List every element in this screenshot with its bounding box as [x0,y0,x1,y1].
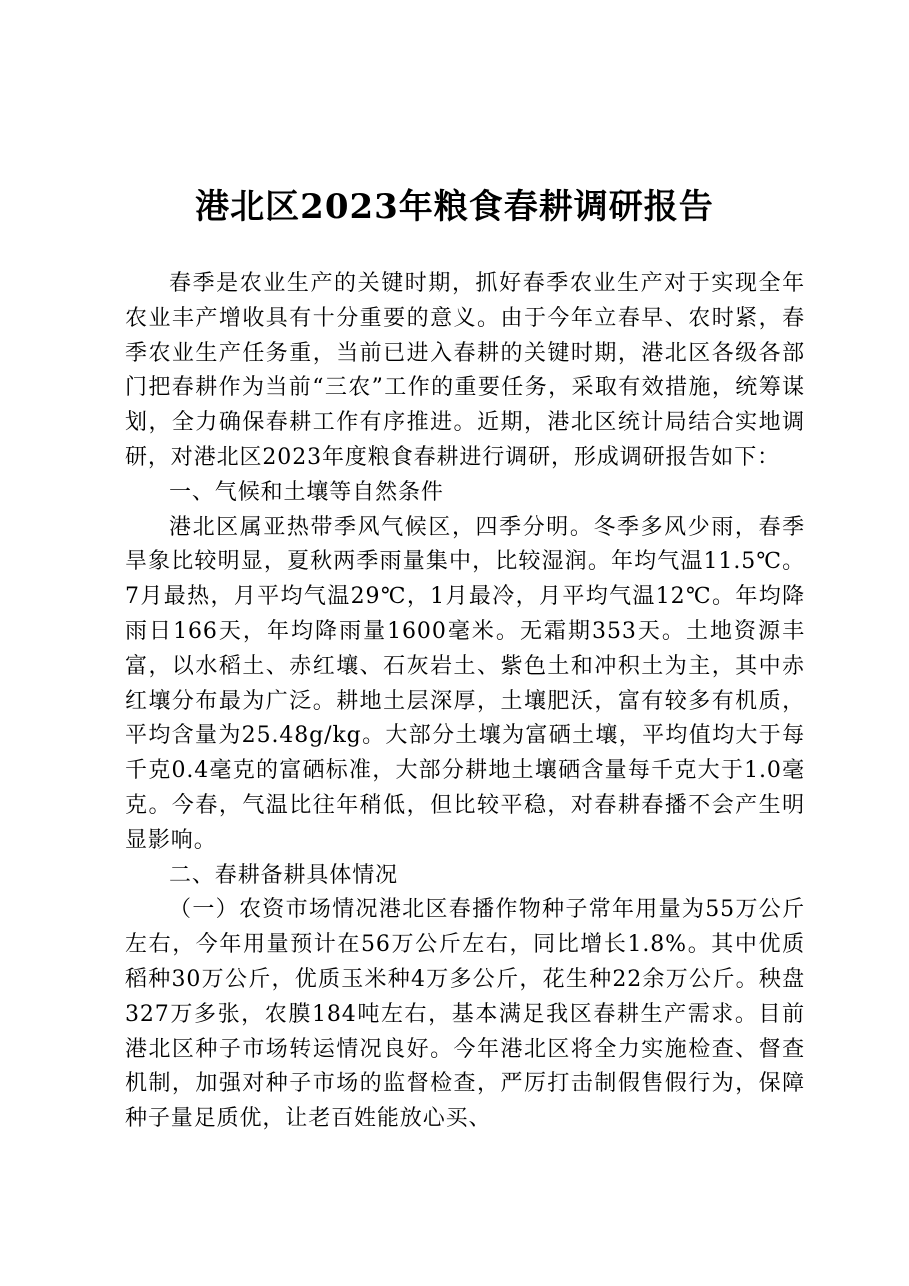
section-heading-1: 一、气候和土壤等自然条件 [169,479,444,505]
page-title: 港北区2023年粮食春耕调研报告 [195,186,714,227]
document-body [125,267,805,1137]
climate-paragraph: 港北区属亚热带季风气候区，四季分明。冬季多风少雨，春季旱象比较明显，夏秋两季雨量集中，比较湿润。年均气温11.5℃。7月最热，月平均气温29℃，1月最冷，月平均气温12℃。年均降雨日166天，年均降雨量1600毫米。无霜期353天。土地资源丰富，以水稻土、赤红壤、石灰岩土、紫色土和冲积土为主，其中赤红壤分布最为广泛。耕地土层深厚，土壤肥沃，富有较多有机质，平均含量为25.48g/kg。大部分土壤为富硒土壤，平均值均大于每千克0.4毫克的富硒标准，大部分耕地土壤硒含量每千克大于1.0毫克。今春，气温比往年稍低，但比较平稳，对春耕春播不会产生明显影响。 [125,514,805,853]
market-paragraph: （一）农资市场情况港北区春播作物种子常年用量为55万公斤左右，今年用量预计在56万公斤左右，同比增长1.8%。其中优质稻种30万公斤，优质玉米种4万多公斤，花生种22余万公斤。秧盘327万多张，农膜184吨左右，基本满足我区春耕生产需求。目前港北区种子市场转运情况良好。今年港北区将全力实施检查、督查机制，加强对种子市场的监督检查，严厉打击制假售假行为，保障种子量足质优，让老百姓能放心买、 [125,897,805,1132]
section-heading-2: 二、春耕备耕具体情况 [169,862,399,888]
intro-paragraph: 春季是农业生产的关键时期，抓好春季农业生产对于实现全年农业丰产增收具有十分重要的意义。由于今年立春早、农时紧，春季农业生产任务重，当前已进入春耕的关键时期，港北区各级各部门把春耕作为当前“三农”工作的重要任务，采取有效措施，统筹谋划，全力确保春耕工作有序推进。近期，港北区统计局结合实地调研，对港北区2023年度粮食春耕进行调研，形成调研报告如下： [125,271,805,470]
